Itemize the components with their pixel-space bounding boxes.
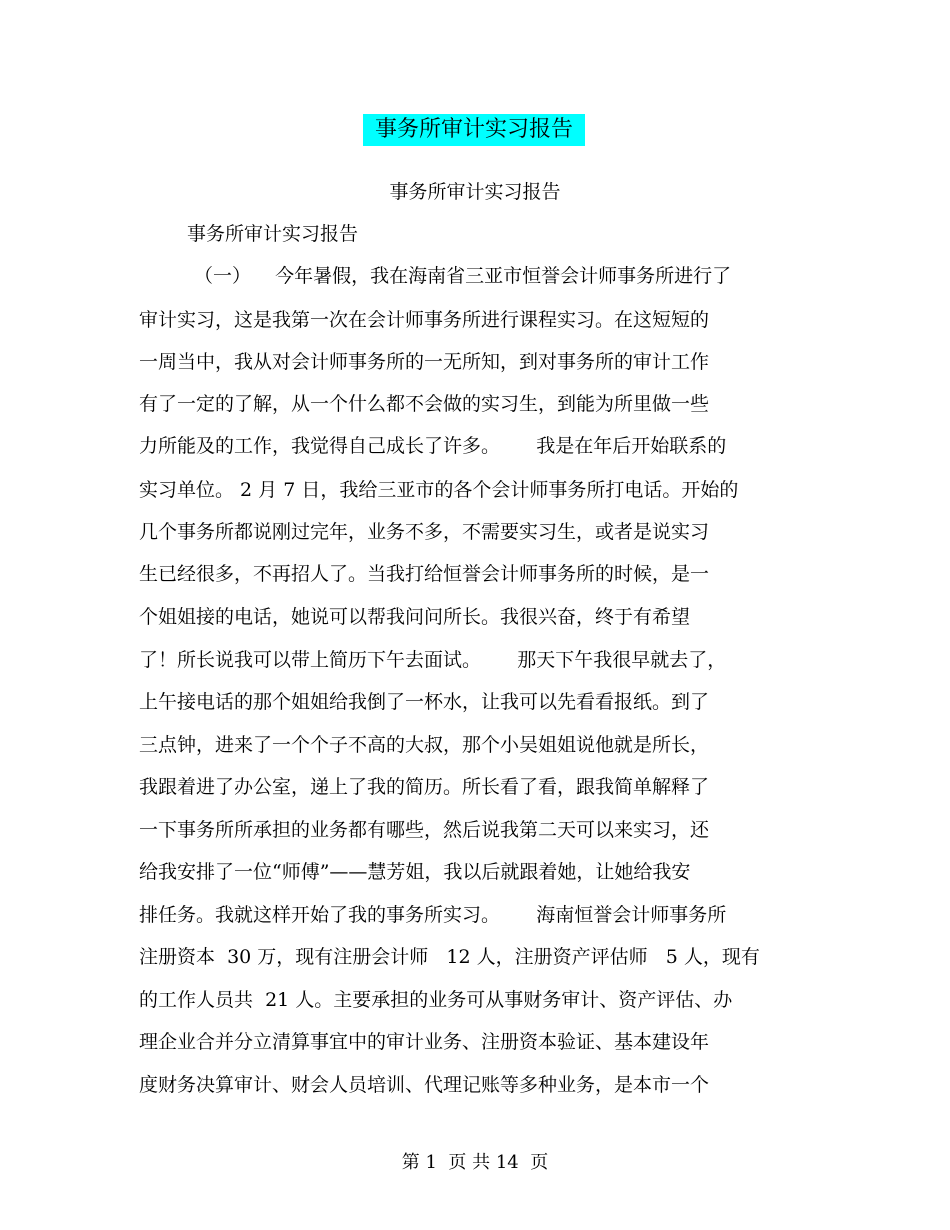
body-line: 几个事务所都说刚过完年，业务不多，不需要实习生，或者是说实习: [139, 521, 710, 543]
body-line: 有了一定的了解，从一个什么都不会做的实习生，到能为所里做一些: [139, 393, 710, 415]
body-line: 实习单位。 2 月 7 日，我给三亚市的各个会计师事务所打电话。开始的: [139, 479, 739, 501]
body-line: 的工作人员共 21 人。主要承担的业务可从事财务审计、资产评估、办: [139, 989, 733, 1011]
document-heading: 事务所审计实习报告: [187, 223, 359, 245]
document-title: 事务所审计实习报告: [363, 114, 585, 146]
body-line: 度财务决算审计、财会人员培训、代理记账等多种业务，是本市一个: [139, 1074, 710, 1096]
body-line: （一） 今年暑假，我在海南省三亚市恒誉会计师事务所进行了: [194, 265, 732, 287]
body-line: 理企业合并分立清算事宜中的审计业务、注册资本验证、基本建设年: [139, 1031, 710, 1053]
body-line: 排任务。我就这样开始了我的事务所实习。 海南恒誉会计师事务所: [139, 904, 727, 926]
body-line: 给我安排了一位“师傅”——慧芳姐，我以后就跟着她，让她给我安: [139, 861, 691, 883]
body-line: 一下事务所所承担的业务都有哪些，然后说我第二天可以来实习，还: [139, 819, 710, 841]
body-line: 我跟着进了办公室，递上了我的简历。所长看了看，跟我简单解释了: [139, 776, 710, 798]
body-line: 力所能及的工作，我觉得自己成长了许多。 我是在年后开始联系的: [139, 435, 727, 457]
body-line: 生已经很多，不再招人了。当我打给恒誉会计师事务所的时候，是一: [139, 563, 710, 585]
body-line: 了！所长说我可以带上简历下午去面试。 那天下午我很早就去了，: [139, 649, 727, 671]
document-subtitle: 事务所审计实习报告: [389, 181, 561, 203]
body-line: 审计实习，这是我第一次在会计师事务所进行课程实习。在这短短的: [139, 309, 710, 331]
body-line: 注册资本 30 万，现有注册会计师 12 人，注册资产评估师 5 人，现有: [139, 946, 760, 968]
body-line: 个姐姐接的电话，她说可以帮我问问所长。我很兴奋，终于有希望: [139, 606, 691, 628]
body-line: 上午接电话的那个姐姐给我倒了一杯水，让我可以先看看报纸。到了: [139, 691, 710, 713]
page-footer: 第 1 页 共 14 页: [401, 1152, 549, 1173]
body-line: 三点钟，进来了一个个子不高的大叔，那个小吴姐姐说他就是所长，: [139, 734, 710, 756]
body-line: 一周当中，我从对会计师事务所的一无所知，到对事务所的审计工作: [139, 351, 710, 373]
